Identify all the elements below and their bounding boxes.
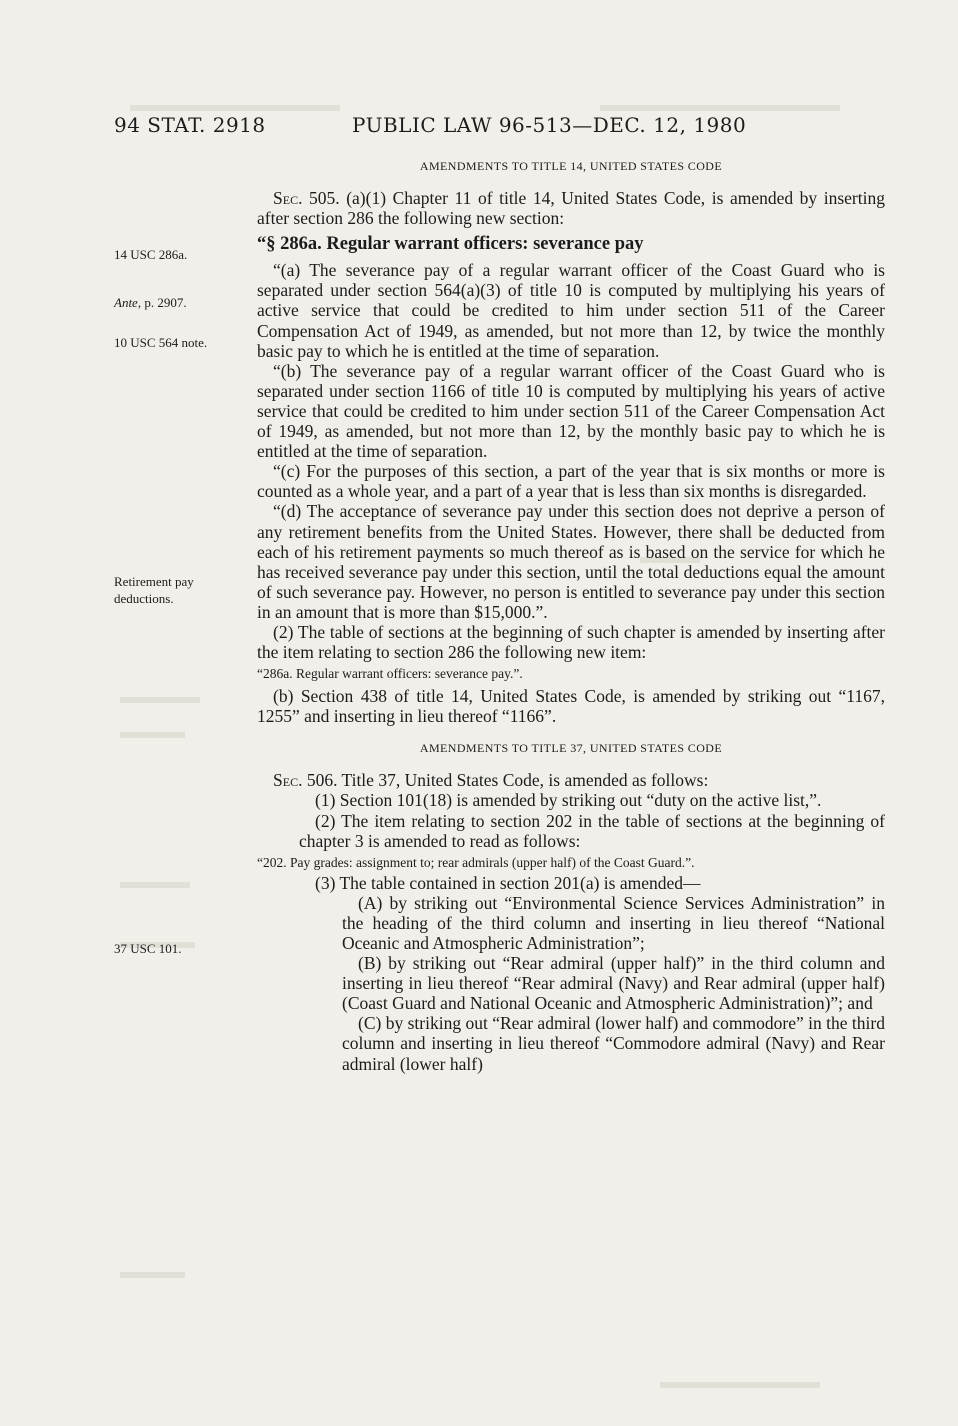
table-item-202: “202. Pay grades: assignment to; rear admirals (upper half) of the Coast Guard.”.: [257, 854, 695, 870]
stat-page-number: 94 STAT. 2918: [114, 113, 266, 137]
margin-note-10-usc-564: 10 USC 564 note.: [114, 335, 208, 350]
margin-note-retirement-line2: deductions.: [114, 591, 174, 606]
section-505-heading: AMENDMENTS TO TITLE 14, UNITED STATES CODE: [419, 159, 723, 173]
section-506-intro-text: 506. Title 37, United States Code, is amended as follows:: [302, 770, 709, 791]
page-header: [114, 113, 854, 143]
margin-note-37-usc-101: 37 USC 101.: [114, 941, 182, 956]
item-3A: (A) by striking out “Environmental Science Services Administration” in the heading of the third column and inserting in lieu thereof “National Oceanic and Atmospheric Administration”;: [342, 892, 885, 953]
item-3C: (C) by striking out “Rear admiral (lower half) and commodore” in the third column and inserting in lieu thereof “Commodore admiral (Navy) and Rear admiral (lower half): [342, 1013, 885, 1074]
paragraph-d: “(d) The acceptance of severance pay under this section does not deprive a person of any retirement benefits from the United States. However, there shall be deducted from each of his retirement payments so much thereof as is based on the service for which he has received severance pay under this section, until the total deductions equal the amount of such severance pay. However, no person is entitled to severance pay under this section in an amount that is more than $15,000.”.: [257, 501, 885, 622]
paragraph-a: “(a) The severance pay of a regular warrant officer of the Coast Guard who is separated under section 564(a)(3) of title 10 is computed by multiplying his years of active service that could be credited to him under section 511 of the Career Compensation Act of 1949, as amended, but not more than 12, by twice the monthly basic pay to which he is entitled at the time of separation.: [257, 260, 885, 361]
paragraph-2-table-amendment: (2) The table of sections at the beginning of such chapter is amended by inserting after the item relating to section 286 the following new item:: [257, 621, 885, 663]
public-law-title: PUBLIC LAW 96-513—DEC. 12, 1980: [352, 113, 747, 137]
new-section-286a-title: “§ 286a. Regular warrant officers: severance pay: [257, 234, 644, 255]
section-506-intro: [257, 770, 885, 790]
margin-note-retirement-line1: Retirement pay: [114, 574, 194, 589]
document-body: [257, 158, 885, 1074]
margin-note-retirement-pay: [114, 573, 194, 607]
sec-label-506: Sec.: [273, 770, 303, 791]
section-505-intro-text: 505. (a)(1) Chapter 11 of title 14, United States Code, is amended by inserting after section 286 the following new section:: [257, 188, 885, 229]
table-item-286a: “286a. Regular warrant officers: severance pay.”.: [257, 666, 523, 682]
item-1: (1) Section 101(18) is amended by striking out “duty on the active list,”.: [315, 790, 822, 811]
margin-note-ante-2907: [114, 294, 187, 311]
margin-note-14-usc-286a: 14 USC 286a.: [114, 247, 188, 262]
item-3: (3) The table contained in section 201(a) is amended—: [315, 872, 701, 893]
sec-label: Sec.: [273, 188, 303, 208]
paragraph-b: “(b) The severance pay of a regular warrant officer of the Coast Guard who is separated under section 1166 of title 10 is computed by multiplying his years of active service that could be credited to him under section 511 of the Career Compensation Act of 1949, as amended, but not more than 12, by the monthly basic pay to which he is entitled at the time of separation.: [257, 360, 885, 462]
paragraph-b-section-438: (b) Section 438 of title 14, United States Code, is amended by striking out “1167, 1255” and inserting in lieu thereof “1166”.: [257, 686, 885, 727]
section-506-heading: AMENDMENTS TO TITLE 37, UNITED STATES CODE: [419, 741, 723, 756]
margin-note-ante-italic: Ante: [114, 295, 138, 310]
section-505-intro: [257, 188, 885, 228]
margin-note-ante-page: , p. 2907.: [137, 295, 187, 310]
item-2: (2) The item relating to section 202 in the table of sections at the beginning of chapter 3 is amended to read as follows:: [299, 810, 885, 851]
paragraph-c: “(c) For the purposes of this section, a part of the year that is six months or more is counted as a whole year, and a part of a year that is less than six months is disregarded.: [257, 461, 885, 502]
item-3B: (B) by striking out “Rear admiral (upper half)” in the third column and inserting in lieu thereof “Rear admiral (Navy) and Rear admiral (upper half) (Coast Guard and National Oceanic and Atmospheric Administration)”; and: [342, 953, 885, 1014]
